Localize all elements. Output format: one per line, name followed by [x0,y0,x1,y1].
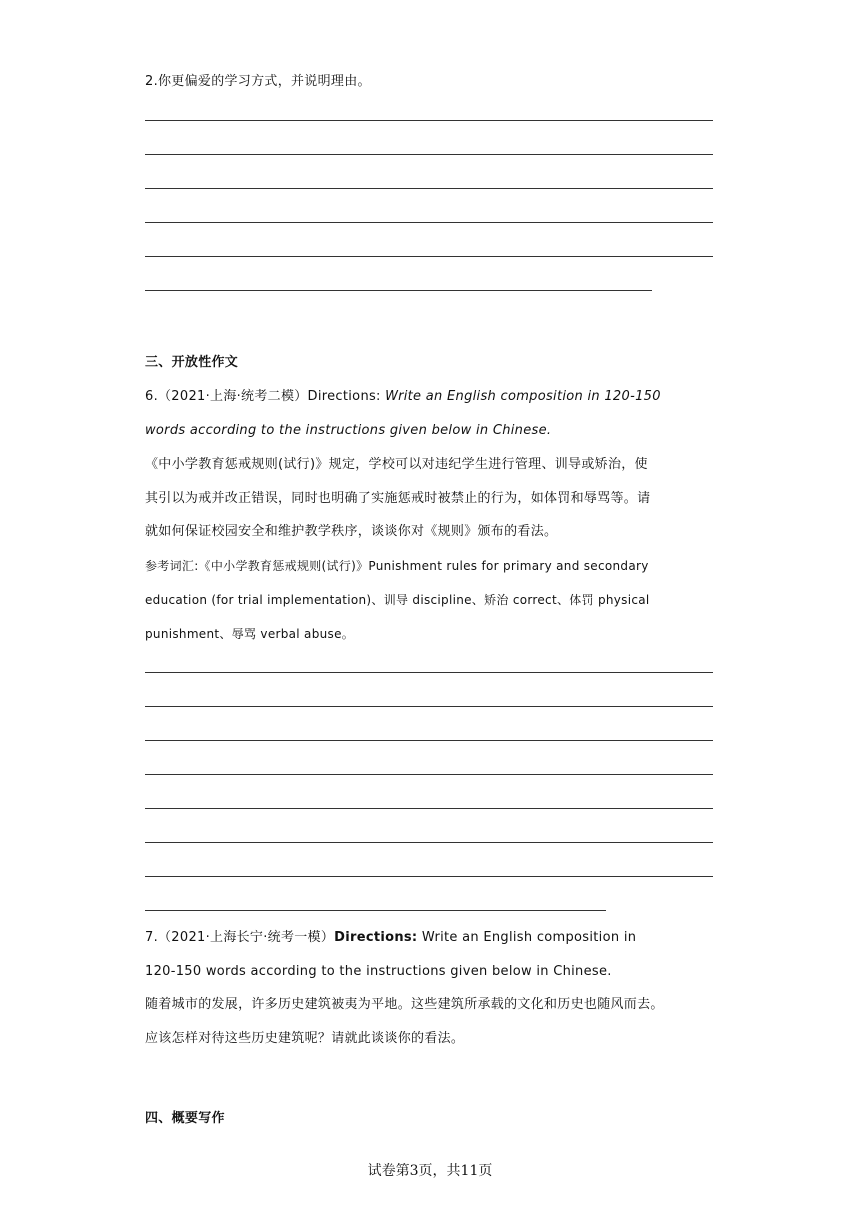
q7-directions-line2: 120-150 words according to the instructions given below in Chinese. [145,964,612,979]
q7-directions-line1 [145,929,636,947]
answer-line [145,188,713,189]
page-footer: 试卷第3页，共11页 [367,1163,493,1179]
q6-directions-italic: Write an English composition in 120-150 [385,389,661,404]
q7-directions-label: Directions: [334,930,418,945]
q6-directions-line2: words according to the instructions given below in Chinese. [145,423,552,438]
answer-line [145,910,606,911]
q7-chinese-line2: 应该怎样对待这些历史建筑呢？请就此谈谈你的看法。 [145,1031,465,1046]
answer-line [145,808,713,809]
answer-line [145,876,713,877]
answer-line [145,256,713,257]
answer-line [145,740,713,741]
answer-line [145,290,652,291]
q6-source: 6.（2021·上海·统考二模）Directions: [145,389,386,404]
q6-vocab-line2: education (for trial implementation)、训导 discipline、矫治 correct、体罚 physical [145,593,650,607]
answer-line [145,842,713,843]
q7-chinese-line1: 随着城市的发展，许多历史建筑被夷为平地。这些建筑所承载的文化和历史也随风而去。 [145,997,664,1012]
q6-directions-line1 [145,388,661,406]
q2-prompt: 2.你更偏爱的学习方式，并说明理由。 [145,74,371,89]
q6-vocab-line1: 参考词汇:《中小学教育惩戒规则(试行)》Punishment rules for primary and secondary [145,559,649,573]
answer-line [145,120,713,121]
section4-title: 四、概要写作 [145,1111,225,1126]
q6-chinese-line1: 《中小学教育惩戒规则(试行)》规定，学校可以对违纪学生进行管理、训导或矫治，使 [145,457,648,472]
answer-line [145,222,713,223]
section3-title: 三、开放性作文 [145,355,239,370]
answer-line [145,672,713,673]
q7-source: 7.（2021·上海长宁·统考一模） [145,930,335,945]
q6-chinese-line2: 其引以为戒并改正错误，同时也明确了实施惩戒时被禁止的行为，如体罚和辱骂等。请 [145,491,651,506]
q7-directions-text: Write an English composition in [417,930,637,945]
q6-vocab-line3: punishment、辱骂 verbal abuse。 [145,627,355,641]
answer-line [145,774,713,775]
q6-chinese-line3: 就如何保证校园安全和维护教学秩序，谈谈你对《规则》颁布的看法。 [145,524,558,539]
answer-line [145,706,713,707]
answer-line [145,154,713,155]
